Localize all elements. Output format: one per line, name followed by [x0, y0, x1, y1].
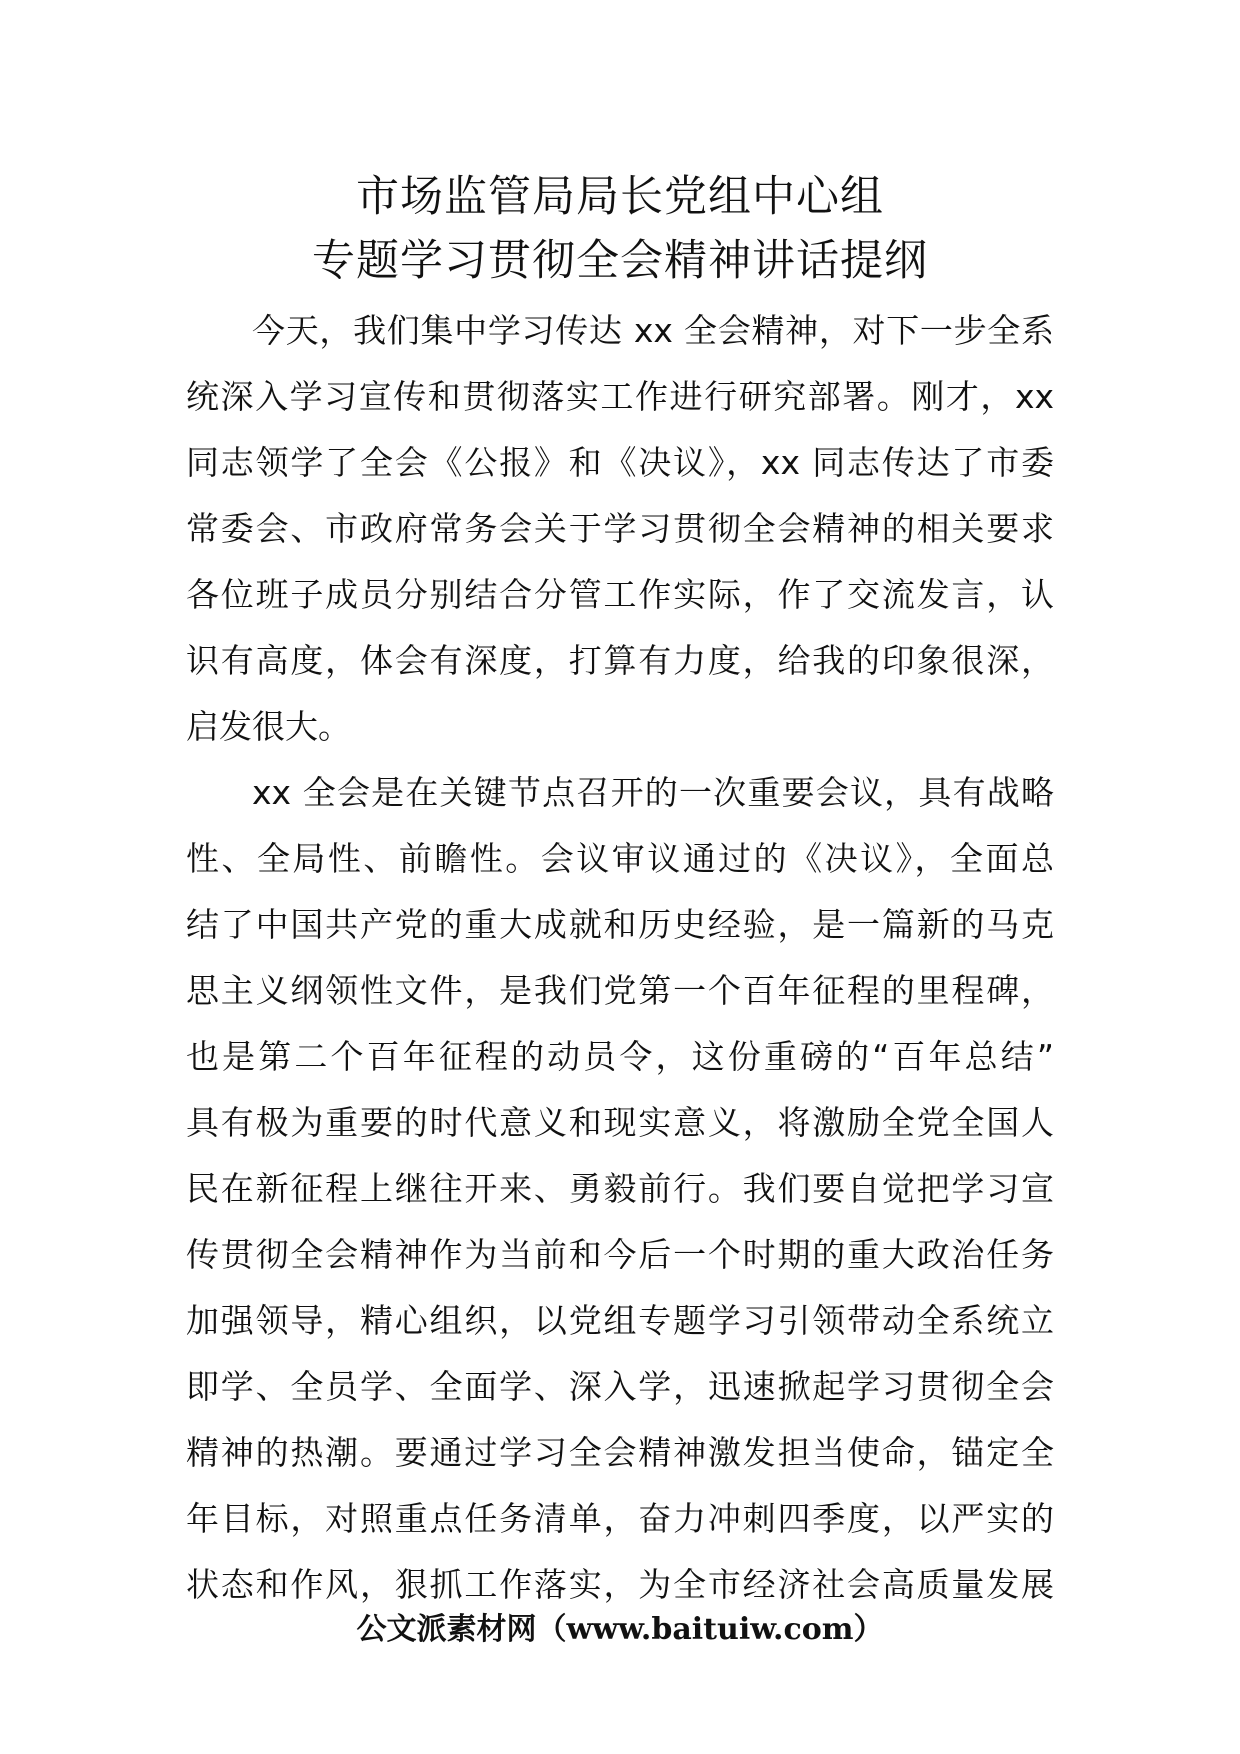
text-line: 统深入学习宣传和贯彻落实工作进行研究部署。刚才，xx [186, 377, 1054, 416]
text-line: 结了中国共产党的重大成就和历史经验，是一篇新的马克 [186, 905, 1054, 944]
text-line: 加强领导，精心组织，以党组专题学习引领带动全系统立 [186, 1301, 1054, 1340]
text-line: 具有极为重要的时代意义和现实意义，将激励全党全国人 [186, 1103, 1054, 1142]
footer-watermark: 公文派素材网（www.baituiw.com） [356, 1612, 884, 1647]
text-line: 各位班子成员分别结合分管工作实际，作了交流发言，认 [186, 575, 1054, 614]
document-title [0, 165, 1240, 293]
text-line: 精神的热潮。要通过学习全会精神激发担当使命，锚定全 [186, 1433, 1054, 1472]
text-line: 年目标，对照重点任务清单，奋力冲刺四季度，以严实的 [186, 1499, 1054, 1538]
text-line: 即学、全员学、全面学、深入学，迅速掀起学习贯彻全会 [186, 1367, 1054, 1406]
text-line: 性、全局性、前瞻性。会议审议通过的《决议》，全面总 [186, 839, 1054, 878]
title-line-2: 专题学习贯彻全会精神讲话提纲 [312, 236, 928, 286]
text-line: 今天，我们集中学习传达 xx 全会精神，对下一步全系 [252, 311, 1054, 350]
title-line-1: 市场监管局局长党组中心组 [356, 172, 884, 222]
text-line: 常委会、市政府常务会关于学习贯彻全会精神的相关要求 [186, 509, 1054, 548]
text-line: 思主义纲领性文件，是我们党第一个百年征程的里程碑， [186, 971, 1054, 1010]
text-line: 同志领学了全会《公报》和《决议》，xx 同志传达了市委 [186, 443, 1054, 482]
text-line: 状态和作风，狠抓工作落实，为全市经济社会高质量发展 [186, 1565, 1054, 1604]
text-line: 传贯彻全会精神作为当前和今后一个时期的重大政治任务 [186, 1235, 1054, 1274]
paragraph-1 [186, 298, 1054, 760]
text-line: 也是第二个百年征程的动员令，这份重磅的“百年总结” [186, 1037, 1054, 1076]
paragraph-2 [186, 760, 1054, 1618]
text-line: xx 全会是在关键节点召开的一次重要会议，具有战略 [252, 773, 1054, 812]
text-line: 识有高度，体会有深度，打算有力度，给我的印象很深， [186, 641, 1054, 680]
text-line: 民在新征程上继往开来、勇毅前行。我们要自觉把学习宣 [186, 1169, 1054, 1208]
text-line: 启发很大。 [186, 707, 351, 746]
document-body [186, 298, 1054, 1618]
